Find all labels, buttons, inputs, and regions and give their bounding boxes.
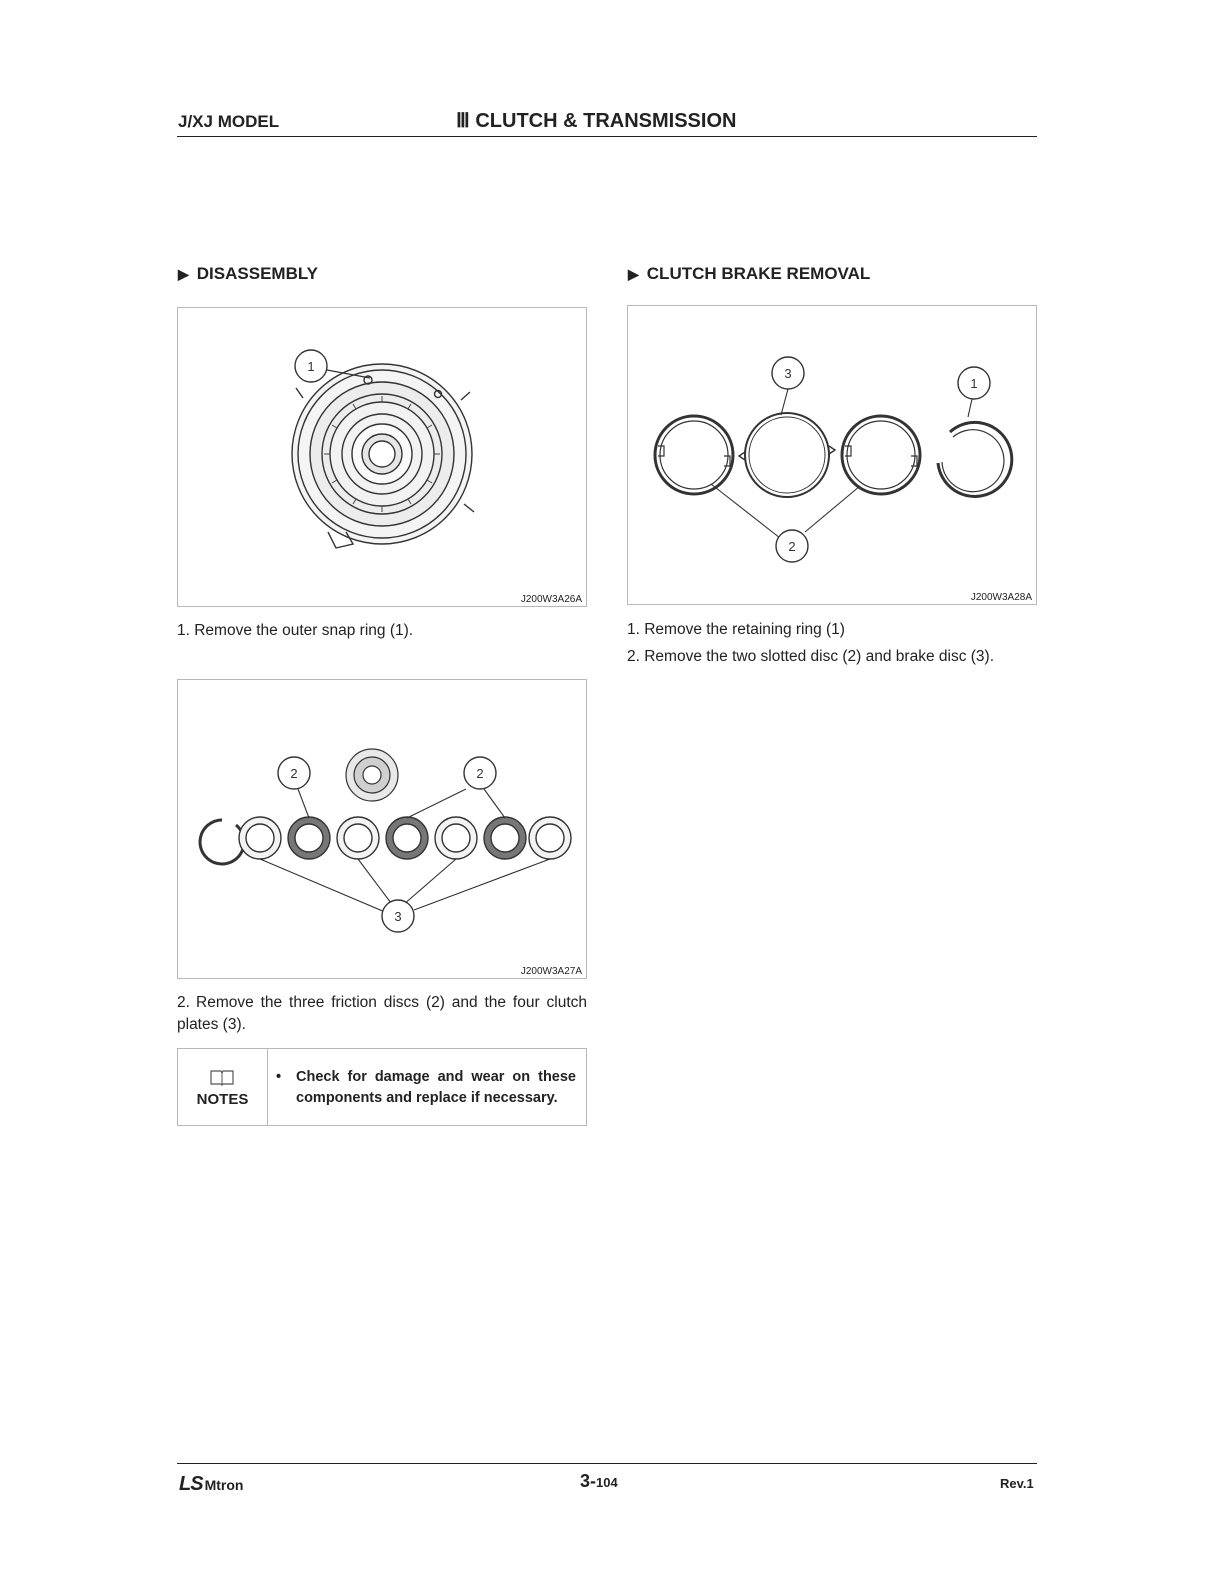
figure-clutch-assembly bbox=[177, 307, 587, 607]
notes-text-body: Check for damage and wear on these components and replace if necessary. bbox=[296, 1069, 576, 1106]
callout-2-label: 2 bbox=[788, 539, 796, 554]
page-num: 104 bbox=[596, 1475, 618, 1490]
step-text: Remove the three friction discs (2) and the four clutch plates (3). bbox=[177, 994, 587, 1033]
triangle-bullet-icon: ▶ bbox=[628, 266, 639, 282]
figure-code: J200W3A27A bbox=[520, 966, 582, 977]
callout-3-label: 3 bbox=[784, 366, 792, 381]
logo-mtron-text: Mtron bbox=[204, 1477, 244, 1493]
step-remove-discs-plates bbox=[177, 992, 587, 1036]
callout-2-left-label: 2 bbox=[290, 766, 298, 781]
header-model: J/XJ MODEL bbox=[178, 112, 280, 131]
figure-code: J200W3A28A bbox=[970, 592, 1032, 603]
logo-ls-text: LS bbox=[179, 1473, 203, 1495]
discs-plates-drawing bbox=[178, 680, 586, 978]
header-chapter-title: Ⅲ CLUTCH & TRANSMISSION bbox=[456, 110, 737, 132]
figure-discs-plates bbox=[177, 679, 587, 979]
page-number bbox=[580, 1471, 618, 1492]
figure-clutch-brake-parts bbox=[627, 305, 1037, 605]
callout-1-label: 1 bbox=[970, 376, 978, 391]
callout-2-right-label: 2 bbox=[476, 766, 484, 781]
notes-label-cell bbox=[178, 1049, 268, 1125]
footer-divider bbox=[177, 1463, 1037, 1464]
notes-box bbox=[177, 1048, 587, 1126]
revision-label: Rev.1 bbox=[1000, 1476, 1034, 1491]
clutch-brake-drawing bbox=[628, 306, 1036, 604]
step-number: 2. bbox=[177, 994, 190, 1011]
triangle-bullet-icon: ▶ bbox=[178, 266, 189, 282]
callout-1-label: 1 bbox=[307, 359, 315, 374]
step-remove-slotted-brake-disc: 2. Remove the two slotted disc (2) and brake disc (3). bbox=[627, 648, 994, 665]
page-chapter: 3- bbox=[580, 1471, 597, 1491]
section-title-text: DISASSEMBLY bbox=[196, 264, 319, 283]
notes-label: NOTES bbox=[196, 1091, 249, 1108]
notes-text bbox=[276, 1067, 576, 1109]
step-remove-snap-ring: 1. Remove the outer snap ring (1). bbox=[177, 622, 414, 639]
section-title-text: CLUTCH BRAKE REMOVAL bbox=[646, 264, 871, 283]
step-remove-retaining-ring: 1. Remove the retaining ring (1) bbox=[627, 621, 845, 638]
section-title-clutch-brake-removal bbox=[628, 264, 870, 284]
header-divider bbox=[177, 136, 1037, 137]
callout-3-label: 3 bbox=[394, 909, 402, 924]
ls-mtron-logo bbox=[179, 1473, 243, 1496]
figure-code: J200W3A26A bbox=[520, 594, 582, 605]
book-icon bbox=[209, 1068, 235, 1086]
bullet-icon: • bbox=[276, 1069, 282, 1085]
clutch-assembly-drawing bbox=[178, 308, 586, 606]
section-title-disassembly bbox=[178, 264, 318, 284]
